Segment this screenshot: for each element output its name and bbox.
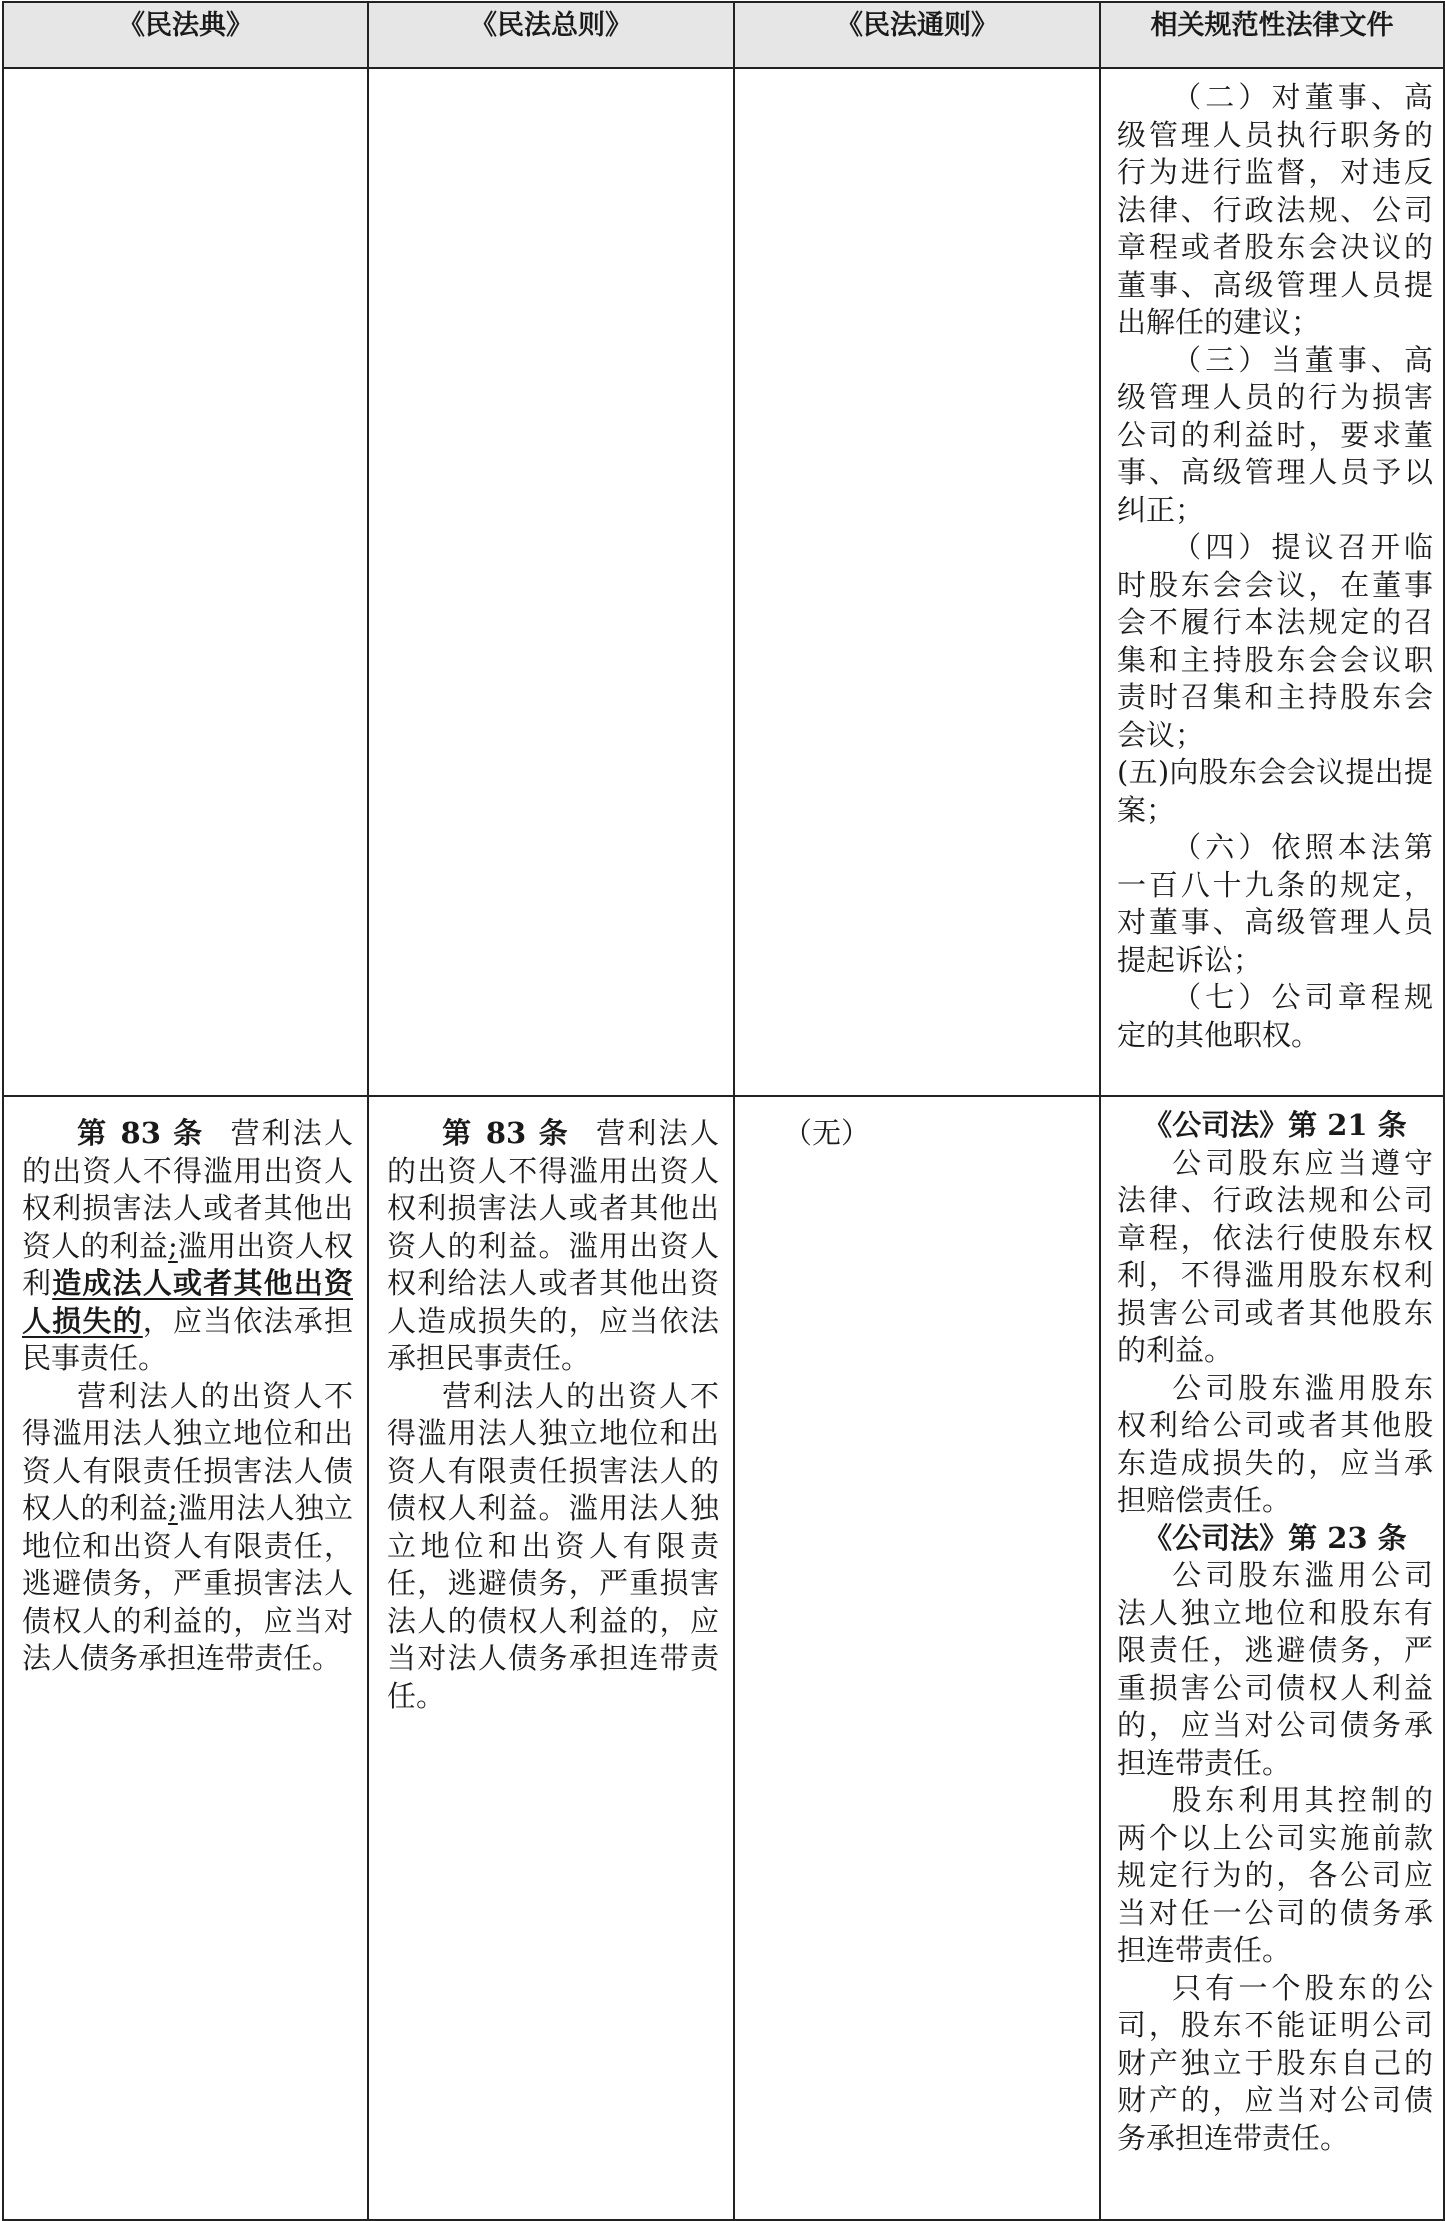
clause-paragraph: 公司股东应当遵守法律、行政法规和公司章程，依法行使股东权利，不得滥用股东权利损害公司或者其他股东的利益。 xyxy=(1117,1145,1433,1367)
article-text: 滥用出资人权利 xyxy=(22,1228,353,1300)
empty-cell xyxy=(368,68,734,1096)
clause-paragraph: （三）当董事、高级管理人员的行为损害公司的利益时，要求董事、高级管理人员予以纠正； xyxy=(1117,342,1433,527)
law-comparison-table xyxy=(2,1,1445,2221)
changed-punctuation: ; xyxy=(168,1491,178,1525)
clause-paragraph: (五)向股东会会议提出提案； xyxy=(1117,755,1433,827)
law-reference: 《公司法》第 21 条 xyxy=(1143,1108,1407,1142)
amended-text: 造成法人或者其他出资人损失的 xyxy=(22,1266,353,1338)
article-paragraph: 营利法人的出资人不得滥用法人独立地位和出资人有限责任损害法人的债权人利益。滥用法人独立地位和出资人有限责任，逃避债务，严重损害法人的债权人利益的，应当对法人债务承担连带责任。 xyxy=(387,1378,719,1713)
civil-code-cell xyxy=(3,1096,368,2220)
clause-paragraph: （六）依照本法第一百八十九条的规定，对董事、高级管理人员提起诉讼； xyxy=(1117,830,1433,977)
table-header-row xyxy=(3,2,1444,68)
law-reference: 《公司法》第 23 条 xyxy=(1143,1520,1407,1555)
clause-paragraph: 公司股东滥用股东权利给公司或者其他股东造成损失的，应当承担赔偿责任。 xyxy=(1117,1370,1433,1517)
article-text: ，应当依法承担民事责任。 xyxy=(22,1303,353,1375)
article-paragraph xyxy=(387,1115,719,1378)
related-docs-cell xyxy=(1100,1096,1444,2220)
clause-paragraph: （二）对董事、高级管理人员执行职务的行为进行监督，对违反法律、行政法规、公司章程或者股东会决议的董事、高级管理人员提出解任的建议； xyxy=(1117,80,1433,339)
general-provisions-cell xyxy=(368,1096,734,2220)
related-docs-cell xyxy=(1100,68,1444,1096)
article-text: 营利法人的出资人不得滥用法人独立地位和出资人有限责任损害法人债权人的利益 xyxy=(22,1378,353,1525)
empty-cell xyxy=(734,68,1100,1096)
article-paragraph xyxy=(22,1115,353,1378)
article-text: 营利法人的出资人不得滥用出资人权利损害法人或者其他出资人的利益。滥用出资人权利给法人或者其他出资人造成损失的，应当依法承担民事责任。 xyxy=(387,1116,719,1375)
clause-paragraph: （四）提议召开临时股东会会议，在董事会不履行本法规定的召集和主持股东会会议职责时召集和主持股东会会议； xyxy=(1117,530,1433,752)
law-comparison-page xyxy=(2,1,1443,2217)
header-related-documents: 相关规范性法律文件 xyxy=(1100,2,1444,68)
changed-punctuation: ; xyxy=(168,1228,178,1263)
none-text: （无） xyxy=(783,1116,871,1150)
article-paragraph xyxy=(22,1378,353,1678)
article-text: 营利法人的出资人不得滥用出资人权利损害法人或者其他出资人的利益 xyxy=(22,1116,353,1263)
clause-paragraph: 公司股东滥用公司法人独立地位和股东有限责任，逃避债务，严重损害公司债权人利益的，应当对公司债务承担连带责任。 xyxy=(1117,1558,1433,1780)
article-number: 第 83 条 xyxy=(442,1116,570,1150)
header-general-provisions: 《民法总则》 xyxy=(368,2,734,68)
header-civil-code: 《民法典》 xyxy=(3,2,368,68)
general-principles-cell xyxy=(734,1096,1100,2220)
table-row xyxy=(3,68,1444,1096)
header-general-principles: 《民法通则》 xyxy=(734,2,1100,68)
clause-paragraph: 只有一个股东的公司，股东不能证明公司财产独立于股东自己的财产的，应当对公司债务承担连带责任。 xyxy=(1117,1970,1433,2155)
clause-paragraph: 股东利用其控制的两个以上公司实施前款规定行为的，各公司应当对任一公司的债务承担连带责任。 xyxy=(1117,1783,1433,1967)
article-text: 滥用法人独立地位和出资人有限责任，逃避债务，严重损害法人债权人的利益的，应当对法人债务承担连带责任。 xyxy=(22,1491,353,1675)
table-row xyxy=(3,1096,1444,2220)
article-number: 第 83 条 xyxy=(77,1116,205,1150)
empty-cell xyxy=(3,68,368,1096)
clause-paragraph: （七）公司章程规定的其他职权。 xyxy=(1117,980,1433,1052)
